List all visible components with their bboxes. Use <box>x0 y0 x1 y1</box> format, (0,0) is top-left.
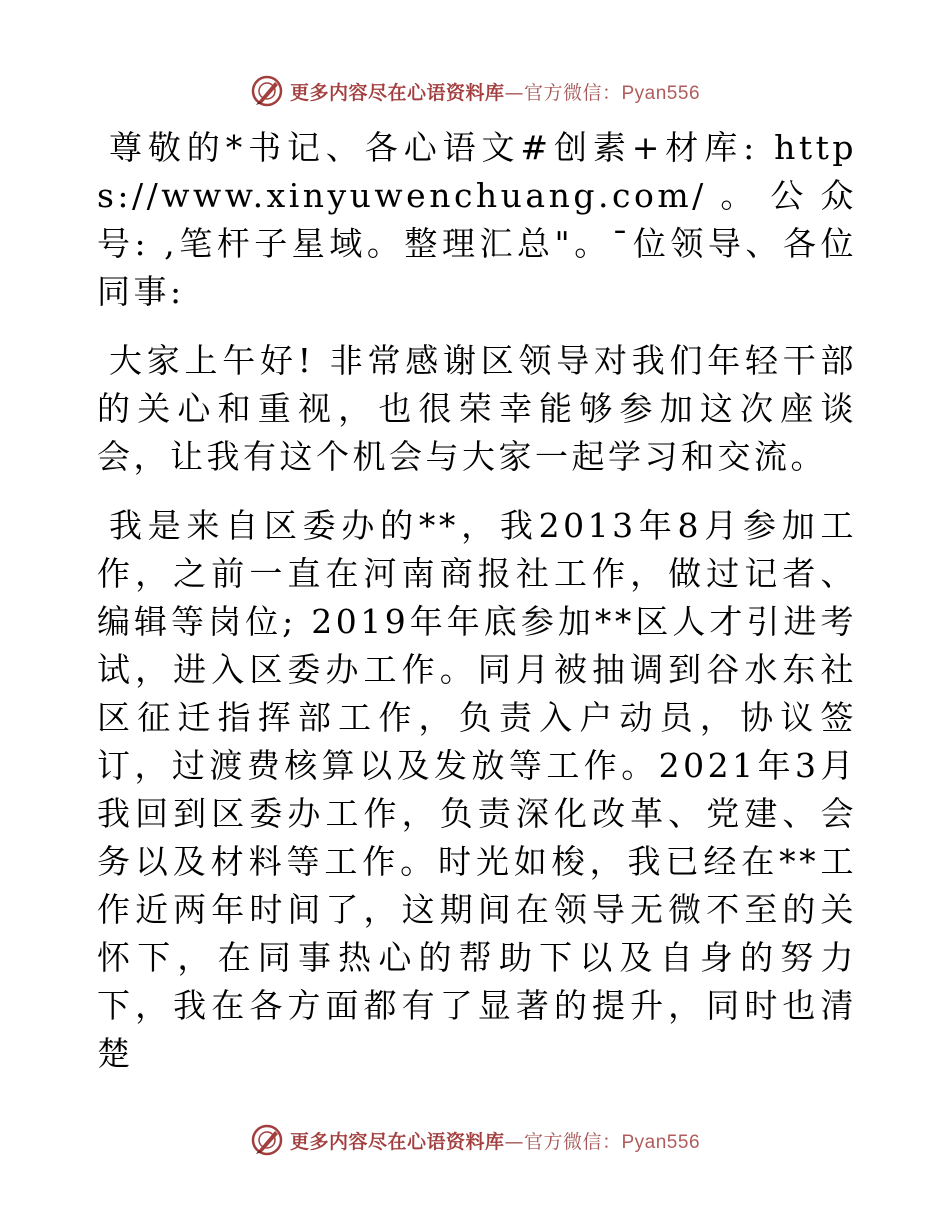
footer-wechat-id: Pyan556 <box>621 1131 701 1153</box>
header-separator: — <box>504 81 524 104</box>
footer-banner <box>0 1120 950 1160</box>
pen-logo-icon <box>250 1123 284 1157</box>
paragraph-thanks: 大家上午好! 非常感谢区领导对我们年轻干部的关心和重视，也很荣幸能够参加这次座谈会，让我有这个机会与大家一起学习和交流。 <box>97 341 857 476</box>
header-wechat-id: Pyan556 <box>621 82 701 104</box>
document-body <box>97 124 857 1099</box>
header-banner-text <box>290 78 700 105</box>
header-slogan: 更多内容尽在心语资料库 <box>289 81 505 104</box>
header-wechat-label: 官方微信： <box>523 81 622 104</box>
paragraph-greeting: 尊敬的*书记、各心语文#创素+材库: https://www.xinyuwenchuang.com/。公众号: ,笔杆子星域。整理汇总"。¯位领导、各位同事: <box>97 128 857 311</box>
footer-separator: — <box>504 1130 524 1153</box>
pen-logo-icon <box>250 74 284 108</box>
footer-wechat-label: 官方微信： <box>523 1130 622 1153</box>
footer-slogan: 更多内容尽在心语资料库 <box>289 1130 505 1153</box>
header-banner <box>0 71 950 111</box>
footer-banner-text <box>290 1127 700 1154</box>
paragraph-introduction: 我是来自区委办的**，我2013年8月参加工作，之前一直在河南商报社工作，做过记者、编辑等岗位; 2019年年底参加**区人才引进考试，进入区委办工作。同月被抽调到谷水东社区征迁指挥部工作，负责入户动员，协议签订，过渡费核算以及发放等工作。2021年3月我回到区委办工作，负责深化改革、党建、会务以及材料等工作。时光如梭，我已经在**工作近两年时间了，这期间在领导无微不至的关怀下，在同事热心的帮助下以及自身的努力下，我在各方面都有了显著的提升，同时也清楚 <box>97 506 857 1073</box>
